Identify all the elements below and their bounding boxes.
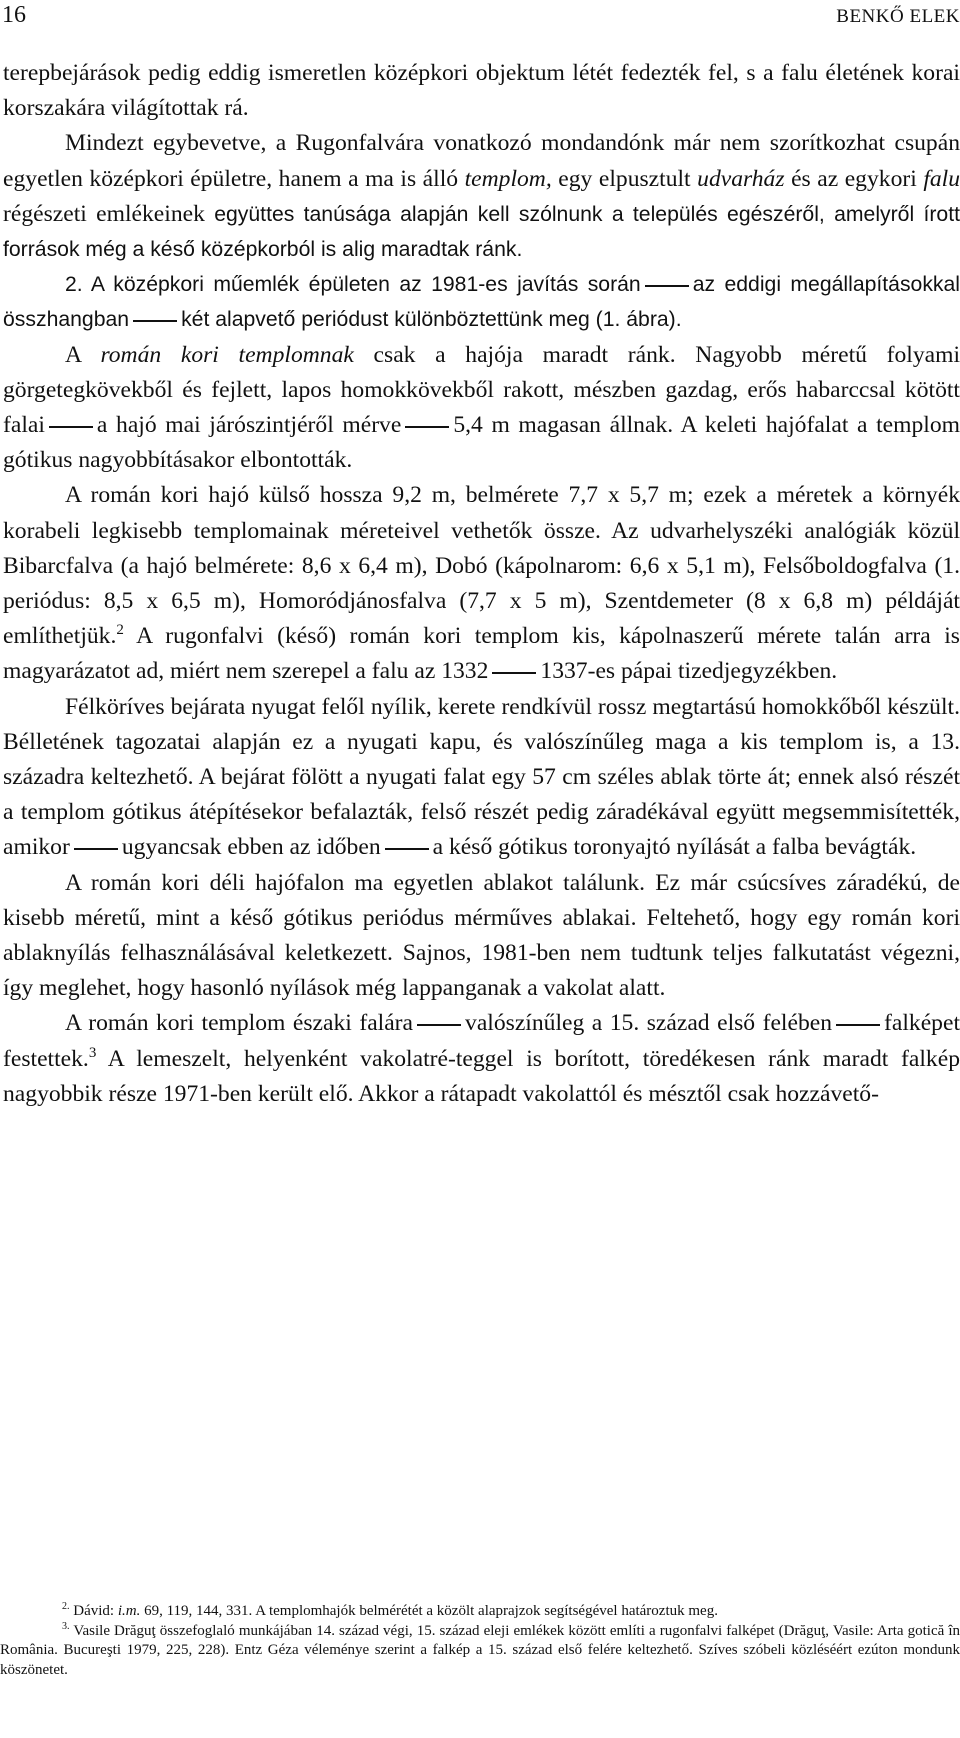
em-dash <box>49 426 93 428</box>
text-run: Mindezt egybevetve, a Rugonfalvára vonatkozó mondandónk már nem szorítkozhat csupán egyetlen középkori épületre, hanem a ma is álló <box>3 130 960 192</box>
running-head: BENKŐ ELEK <box>836 6 960 27</box>
text-run: falképet festettek. <box>3 1010 960 1072</box>
footnote-ref: 3 <box>88 1044 97 1061</box>
footnote-marker: 2. <box>62 1601 70 1612</box>
page-number: 16 <box>2 2 26 28</box>
text-run: A lemeszelt, helyenként vakolatré-teggel is borított, töredékesen ránk maradt falkép nagyobbik része 1971-ben került elő. Akkor a rátapadt vakolattól és mésztől csak hozzávető- <box>3 1045 960 1107</box>
paragraph <box>3 267 960 337</box>
em-dash <box>836 1024 880 1026</box>
paragraph <box>3 56 960 126</box>
paragraph <box>3 1006 960 1112</box>
text-run-sans: együttes tanúsága alapján kell szólnunk a település egészéről, amelyről írott források még a késő középkorból is alig maradtak ránk. <box>3 202 960 262</box>
text-run: Vasile Drăguţ összefoglaló munkájában 14. század végi, 15. század eleji emlékek között említi a rugonfalvi falképet (Drăguţ, Vasile: Arta gotică în România. Bucureşti 1979, 225, 228). Entz Géza véleménye szerint a falkép a 15. század első felére keltezhető. Szíves szóbeli közléséért ezúton mondunk köszönetet. <box>0 1622 960 1678</box>
text-run: és az egykori <box>791 165 917 192</box>
text-run: terepbejárások pedig eddig ismeretlen középkori objektum létét fedezték fel, s a falu életének korai korszakára világítottak rá. <box>3 60 960 122</box>
body-text <box>3 56 960 1112</box>
italic-term: falu <box>923 165 960 192</box>
em-dash <box>74 848 118 850</box>
em-dash <box>492 672 536 674</box>
text-run: valószínűleg a 15. század első felében <box>465 1010 833 1037</box>
text-run: A román kori hajó külső hossza 9,2 m, belmérete 7,7 x 5,7 m; ezek a méretek a környék korabeli legkisebb templomainak méreteivel vethetők össze. Az udvarhelyszéki analógiák közül Bibarcfalva (a hajó belmérete: 8,6 x 6,4 m), Dobó (kápolnarom: 6,6 x 5,1 m), Felsőboldogfalva (1. periódus: 8,5 x 6,5 m), Homoródjánosfalva (7,7 x 5 m), Szentdemeter (8 x 6,8 m) példáját említhetjük. <box>3 482 960 650</box>
footnote-ref: 2 <box>116 622 124 639</box>
em-dash <box>645 285 689 287</box>
italic-term: román kori templomnak <box>100 341 354 368</box>
em-dash <box>133 320 177 322</box>
em-dash <box>385 848 429 850</box>
paragraph <box>3 338 960 479</box>
text-run: 69, 119, 144, 331. A templomhajók belmérétét a közölt alaprajzok segítségével határoztuk meg. <box>144 1603 718 1619</box>
text-run: a késő gótikus toronyajtó nyílását a falba bevágták. <box>432 834 917 861</box>
text-run: A rugonfalvi (késő) román kori templom kis, kápolnaszerű mérete talán arra is magyarázatot ad, miért nem szerepel a falu az 1332 <box>3 623 960 685</box>
text-run: A román kori templom északi falára <box>65 1010 414 1037</box>
text-run: ugyancsak ebben az időben <box>121 834 381 861</box>
text-run: A román kori déli hajófalon ma egyetlen ablakot találunk. Ez már csúcsíves záradékú, de kisebb méretű, mint a késő gótikus periódus mérműves ablakai. Feltehető, hogy egy román kori ablaknyílás felhasználásával keletkezett. Sajnos, 1981-ben nem tudtunk teljes falkutatást végezni, így meglehet, hogy hasonló nyílások még lappanganak a vakolat alatt. <box>3 869 960 1002</box>
text-run: a hajó mai járószintjéről mérve <box>96 412 402 439</box>
footnotes <box>0 1602 960 1680</box>
paragraph <box>3 690 960 866</box>
text-run: két alapvető periódust különböztettünk meg (1. ábra). <box>181 308 682 332</box>
text-run: egy elpusztult <box>558 165 691 192</box>
footnote <box>0 1622 960 1681</box>
italic-term: templom, <box>464 165 552 192</box>
text-run: A <box>65 341 81 368</box>
text-run: az eddigi megállapításokkal összhangban <box>3 273 960 332</box>
page-header <box>0 0 960 40</box>
em-dash <box>405 426 449 428</box>
footnote <box>0 1602 960 1622</box>
text-run: 1337-es pápai tizedjegyzékben. <box>540 658 838 685</box>
text-run: Dávid: <box>73 1603 115 1619</box>
text-run: 5,4 m magasan állnak. A keleti hajófalat a templom gótikus nagyobbításakor elbontották. <box>3 412 960 474</box>
text-run: Félköríves bejárata nyugat felől nyílik, kerete rendkívül rossz megtartású homokkőből készült. Bélletének tagozatai alapján ez a nyugati kapu, és valószínűleg maga a kis templom is, a 13. századra keltezhető. A bejárat fölött a nyugati falat egy 57 cm széles ablak törte át; ennek alsó részét a templom gótikus átépítésekor befalazták, felső részét pedig záradékával együtt megsemmisítették, amikor <box>3 693 960 861</box>
italic-term: i.m. <box>117 1603 141 1619</box>
paragraph <box>3 478 960 689</box>
paragraph <box>3 126 960 267</box>
footnote-marker: 3. <box>62 1620 70 1632</box>
paragraph <box>3 866 960 1007</box>
text-run: 2. A középkori műemlék épületen az 1981-es javítás során <box>65 273 641 297</box>
italic-term: udvarház <box>697 165 785 192</box>
text-run: csak a hajója maradt ránk. Nagyobb méretű folyami görgetegkövekből és fejlett, lapos homokkövekből rakott, mészben gazdag, erős habarccsal kötött falai <box>3 341 960 439</box>
text-run: régészeti emlékeinek <box>3 200 205 227</box>
em-dash <box>417 1024 461 1026</box>
